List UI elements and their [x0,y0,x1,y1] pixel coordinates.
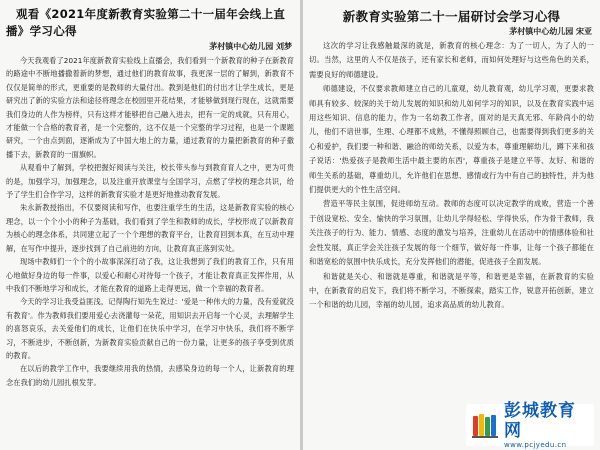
right-paragraph-2: 师德建设，不仅要求教师建立自己的儿童观，幼儿教育观，幼儿学习观，更要求教师具有较多、较深的关于幼儿发展的知识和幼儿如何学习的知识，以及在教育实践中运用这些知识、信息的能力，作为一名幼教工作者，面对的是天真无邪、年龄尚小的幼儿，他们不谙世事，生理、心理都不成熟，不懂得照顾自己，也需要得到我们更多的关心和爱护，我们要一种和谐、融洽的师幼关系，以爱为本，尊重理解幼儿，蹲下来和孩子说话：'热爱孩子是教师生活中最主要的东西'，尊重孩子是建立平等、友好、和谐的师生关系的基础，尊重幼儿，允许他们在思想、感情或行为中有自己的独特性，并为他们提供更大的个性生活空间。 [309,84,594,195]
right-paragraph-3: 营造平等民主氛围，促进师幼互动。教师的态度可以决定教学的成败，营造一个善于创设宽松、安全、愉快的学习氛围，让幼儿学得轻松、学得快乐，作为骨干教师，我关注孩子的行为、能力、情感、态度的激发与培养，注重幼儿在活动中的情感体验和社会性发展，真正学会关注孩子发展的每一个细节，做好每一件事，让每一个孩子都能在和谐宽松的氛围中快乐成长，充分发挥他们的潜能，促进孩子全面发展。 [309,199,594,267]
site-logo[interactable] [466,400,594,449]
left-paragraph-3: 朱永新教授指出，不仅要阅读和写作，也要注重学生的生活，这是新教育实验的核心理念，以一个个小小的种子为基础，我们看到了学生和教师的成长，学校形成了以新教育为核心的理念体系，共同建立起了一个个理想的教育平台，让教育回到本真，在互动中理解，在写作中提升，逐步找到了自己前进的方向，让教育真正落到实处。 [6,203,294,253]
left-paragraph-2: 从观看中了解到，学校把握好阅读与关注，校长带头参与到教育育人之中，更为可贵的是，加强学习，加强理念，以及注重开放课堂与全国学习，点燃了学校的理念共识，给予了学生们合作学习，这样的新教育实验才是更好地推动教育发展。 [6,163,294,200]
book-red [473,416,478,436]
right-essay-title: 新教育实验第二十一届研讨会学习心得 [342,9,561,24]
left-paragraph-1: 今天我观看了2021年度新教育实验线上直播会，我们看到一个新教育的种子在新教育的路途中不断地播撒着新的梦想，通过他们的教育故事，我更深一层的了解到，新教育不仅仅是简单的形式，更重要的是教师的大量付出。教到是他们的付出才让学生成长，更是研究出了新的实验方法和途径将理念在校园里开花结果，才能够做到现行现在，这就需要我们身边的人作为榜样，只有这样才能够把自己融入进去，把有一定的成就，只有用心，才能做一个合格的教育者，是一个完整的，这不仅是一个完整的学习过程，也是一个课题研究，一个由点到面，逐渐成为了中国大地上的力量，通过教育的力量把新教育的种子撒播下去，新教育的一面旗帜。 [6,56,294,159]
books-logo-icon [470,410,500,440]
left-paragraph-5: 今天的学习让我受益匪浅，记得陶行知先生说过：'爱是一种伟大的力量，没有爱就没有教育'。作为教师我们要用爱心去浇灌每一朵花，用知识去开启每一个心灵，去理解学生的喜怒哀乐，去关爱他们的成长，让他们在快乐中学习，在学习中快乐，我们将不断学习，不断进步，不断创新，为新教育实验贡献自己的一份力量，让更多的孩子享受到优质的教育。 [6,297,294,360]
left-essay-author: 茅村镇中心幼儿园 刘梦 [209,42,292,51]
right-paragraph-4: 和谐就是关心、和谐就是尊重，和谐就是平等，和谐更是幸福，在新教育的实验中，在新教育的启发下，我们将不断学习，不断探索，踏实工作，锐意开拓创新，建立一个和谐的幼儿园，幸福的幼儿园，追求高品质的幼儿教育。 [309,271,594,310]
logo-text [504,401,590,450]
left-paragraph-4: 现场中教师们一个个的小故事深深打动了我，这让我想到了我们的教育工作，只有用心地做好身边的每一件事，以爱心和耐心对待每一个孩子，才能让教育真正发挥作用，从中我们不断地学习和成长，才能在教育的道路上走得更远，做一个幸福的教育者。 [6,257,294,293]
logo-url: www.pcjyedu.cn [504,440,567,449]
logo-name: 彭城教育网 [504,400,576,441]
right-essay-author: 茅村镇中心幼儿园 宋亚 [509,27,592,36]
right-essay-page [303,0,600,450]
left-essay-title: 观看《2021年度新教育实验第二十一届年会线上直播》学习心得 [6,7,286,38]
book-green [485,417,490,436]
right-paragraph-1: 这次的学习让我感触最深的就是，新教育的核心理念：为了一切人，为了人的一切。当然，这里的人不仅是孩子，还有家长和老师，而如何处理好与这些角色的关系，需要良好的师德建设。 [309,41,594,79]
book-blue [491,415,496,436]
book-yellow [479,414,484,436]
left-paragraph-6: 在以后的教学工作中，我要继续用我的热情，去感染身边的每一个人，让新教育的理念在我们的幼儿园扎根发芽。 [6,364,294,387]
